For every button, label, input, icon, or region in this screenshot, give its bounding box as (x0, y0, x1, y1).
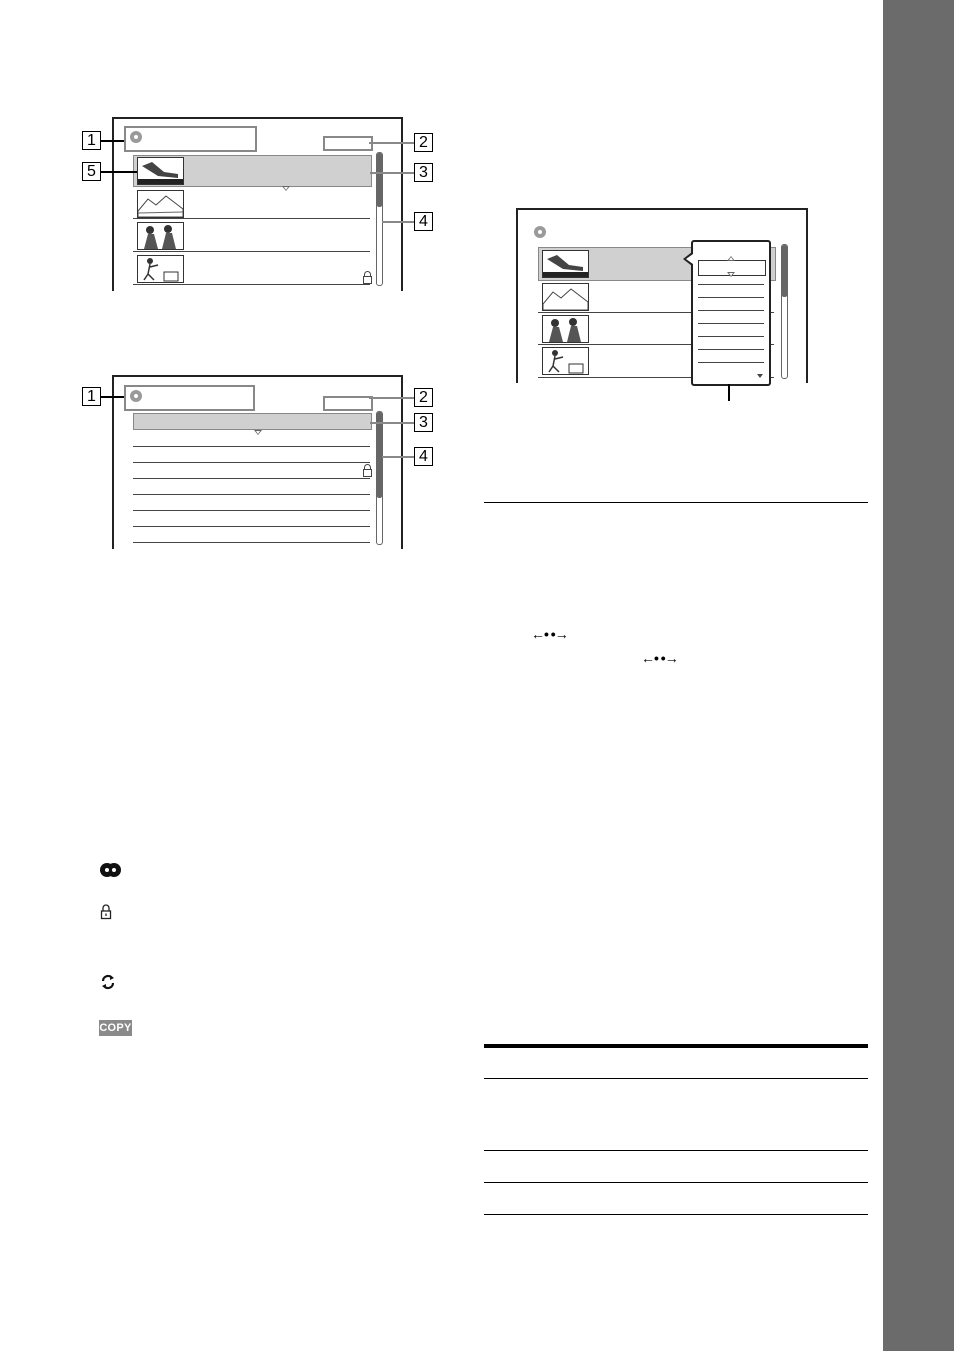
callout-2: 2 (414, 388, 433, 407)
copy-badge-icon: COPY (99, 1022, 132, 1034)
row-divider (133, 284, 370, 285)
submenu-item[interactable] (698, 284, 764, 285)
callout-3: 3 (414, 413, 433, 432)
section-divider (484, 502, 868, 503)
title-thumbnail (542, 250, 589, 278)
scrollbar-thumb[interactable] (377, 412, 382, 498)
scrollbar-thumb[interactable] (782, 245, 787, 297)
scrollbar[interactable] (781, 244, 788, 379)
title-thumbnail (137, 255, 184, 283)
submenu-item[interactable] (698, 336, 764, 337)
title-thumbnail (542, 315, 589, 343)
repeat-icon (100, 974, 116, 995)
row-divider (133, 218, 370, 219)
submenu-pointer-inner (686, 254, 693, 264)
title-thumbnail (137, 157, 184, 185)
table-rule (484, 1150, 868, 1151)
caret-down-icon (727, 272, 735, 277)
submenu-item[interactable] (698, 349, 764, 350)
table-bottom-rule (484, 1214, 868, 1215)
leader-line (101, 171, 137, 173)
callout-2: 2 (414, 133, 433, 152)
disc-icon (130, 390, 142, 402)
row-divider (133, 446, 370, 447)
caret-down-icon (254, 430, 262, 435)
submenu-leader-line (728, 384, 730, 401)
lock-icon (363, 469, 372, 477)
row-divider (133, 494, 370, 495)
table-rule (484, 1182, 868, 1183)
submenu-item[interactable] (698, 362, 764, 363)
title-thumbnail (542, 283, 589, 311)
table-top-rule (484, 1044, 868, 1048)
callout-1: 1 (82, 387, 101, 406)
leader-line (101, 140, 124, 142)
row-divider (133, 478, 370, 479)
row-divider (133, 510, 370, 511)
title-area-box (124, 385, 255, 411)
disc-icon (130, 131, 142, 143)
callout-1: 1 (82, 131, 101, 150)
scroll-down-arrow-icon[interactable] (757, 374, 763, 378)
leader-line (382, 221, 414, 223)
callout-3: 3 (414, 163, 433, 182)
arrow-glyph-pair: ←• •→ (531, 626, 568, 642)
callout-5: 5 (82, 162, 101, 181)
leader-line (370, 422, 414, 424)
caret-down-icon (282, 186, 290, 191)
scrollbar-thumb[interactable] (377, 153, 382, 207)
remaining-box (323, 396, 373, 411)
row-divider (133, 526, 370, 527)
row-divider (133, 251, 370, 252)
callout-4: 4 (414, 447, 433, 466)
leader-line (101, 396, 124, 398)
callout-4: 4 (414, 212, 433, 231)
scrollbar[interactable] (376, 411, 383, 545)
title-area-box (124, 126, 257, 152)
leader-line (382, 456, 414, 458)
leader-line (370, 172, 414, 174)
selected-title-row[interactable] (133, 413, 372, 430)
row-divider (133, 542, 370, 543)
table-rule (484, 1078, 868, 1079)
submenu-item[interactable] (698, 323, 764, 324)
disc-icon (534, 226, 546, 238)
submenu-item[interactable] (698, 310, 764, 311)
options-submenu[interactable] (691, 240, 771, 386)
lock-icon (100, 904, 112, 925)
arrow-glyph-pair: ←• •→ (641, 650, 678, 666)
remaining-box (323, 136, 373, 151)
title-thumbnail (542, 347, 589, 375)
caret-up-icon (727, 256, 735, 261)
leader-line (369, 397, 414, 399)
title-thumbnail (137, 222, 184, 250)
lock-icon (363, 276, 372, 284)
leader-line (369, 142, 414, 144)
title-thumbnail (137, 190, 184, 218)
row-divider (133, 462, 370, 463)
chapter-side-tab (883, 0, 954, 1351)
disc-pair-icon (99, 862, 123, 883)
submenu-item[interactable] (698, 297, 764, 298)
